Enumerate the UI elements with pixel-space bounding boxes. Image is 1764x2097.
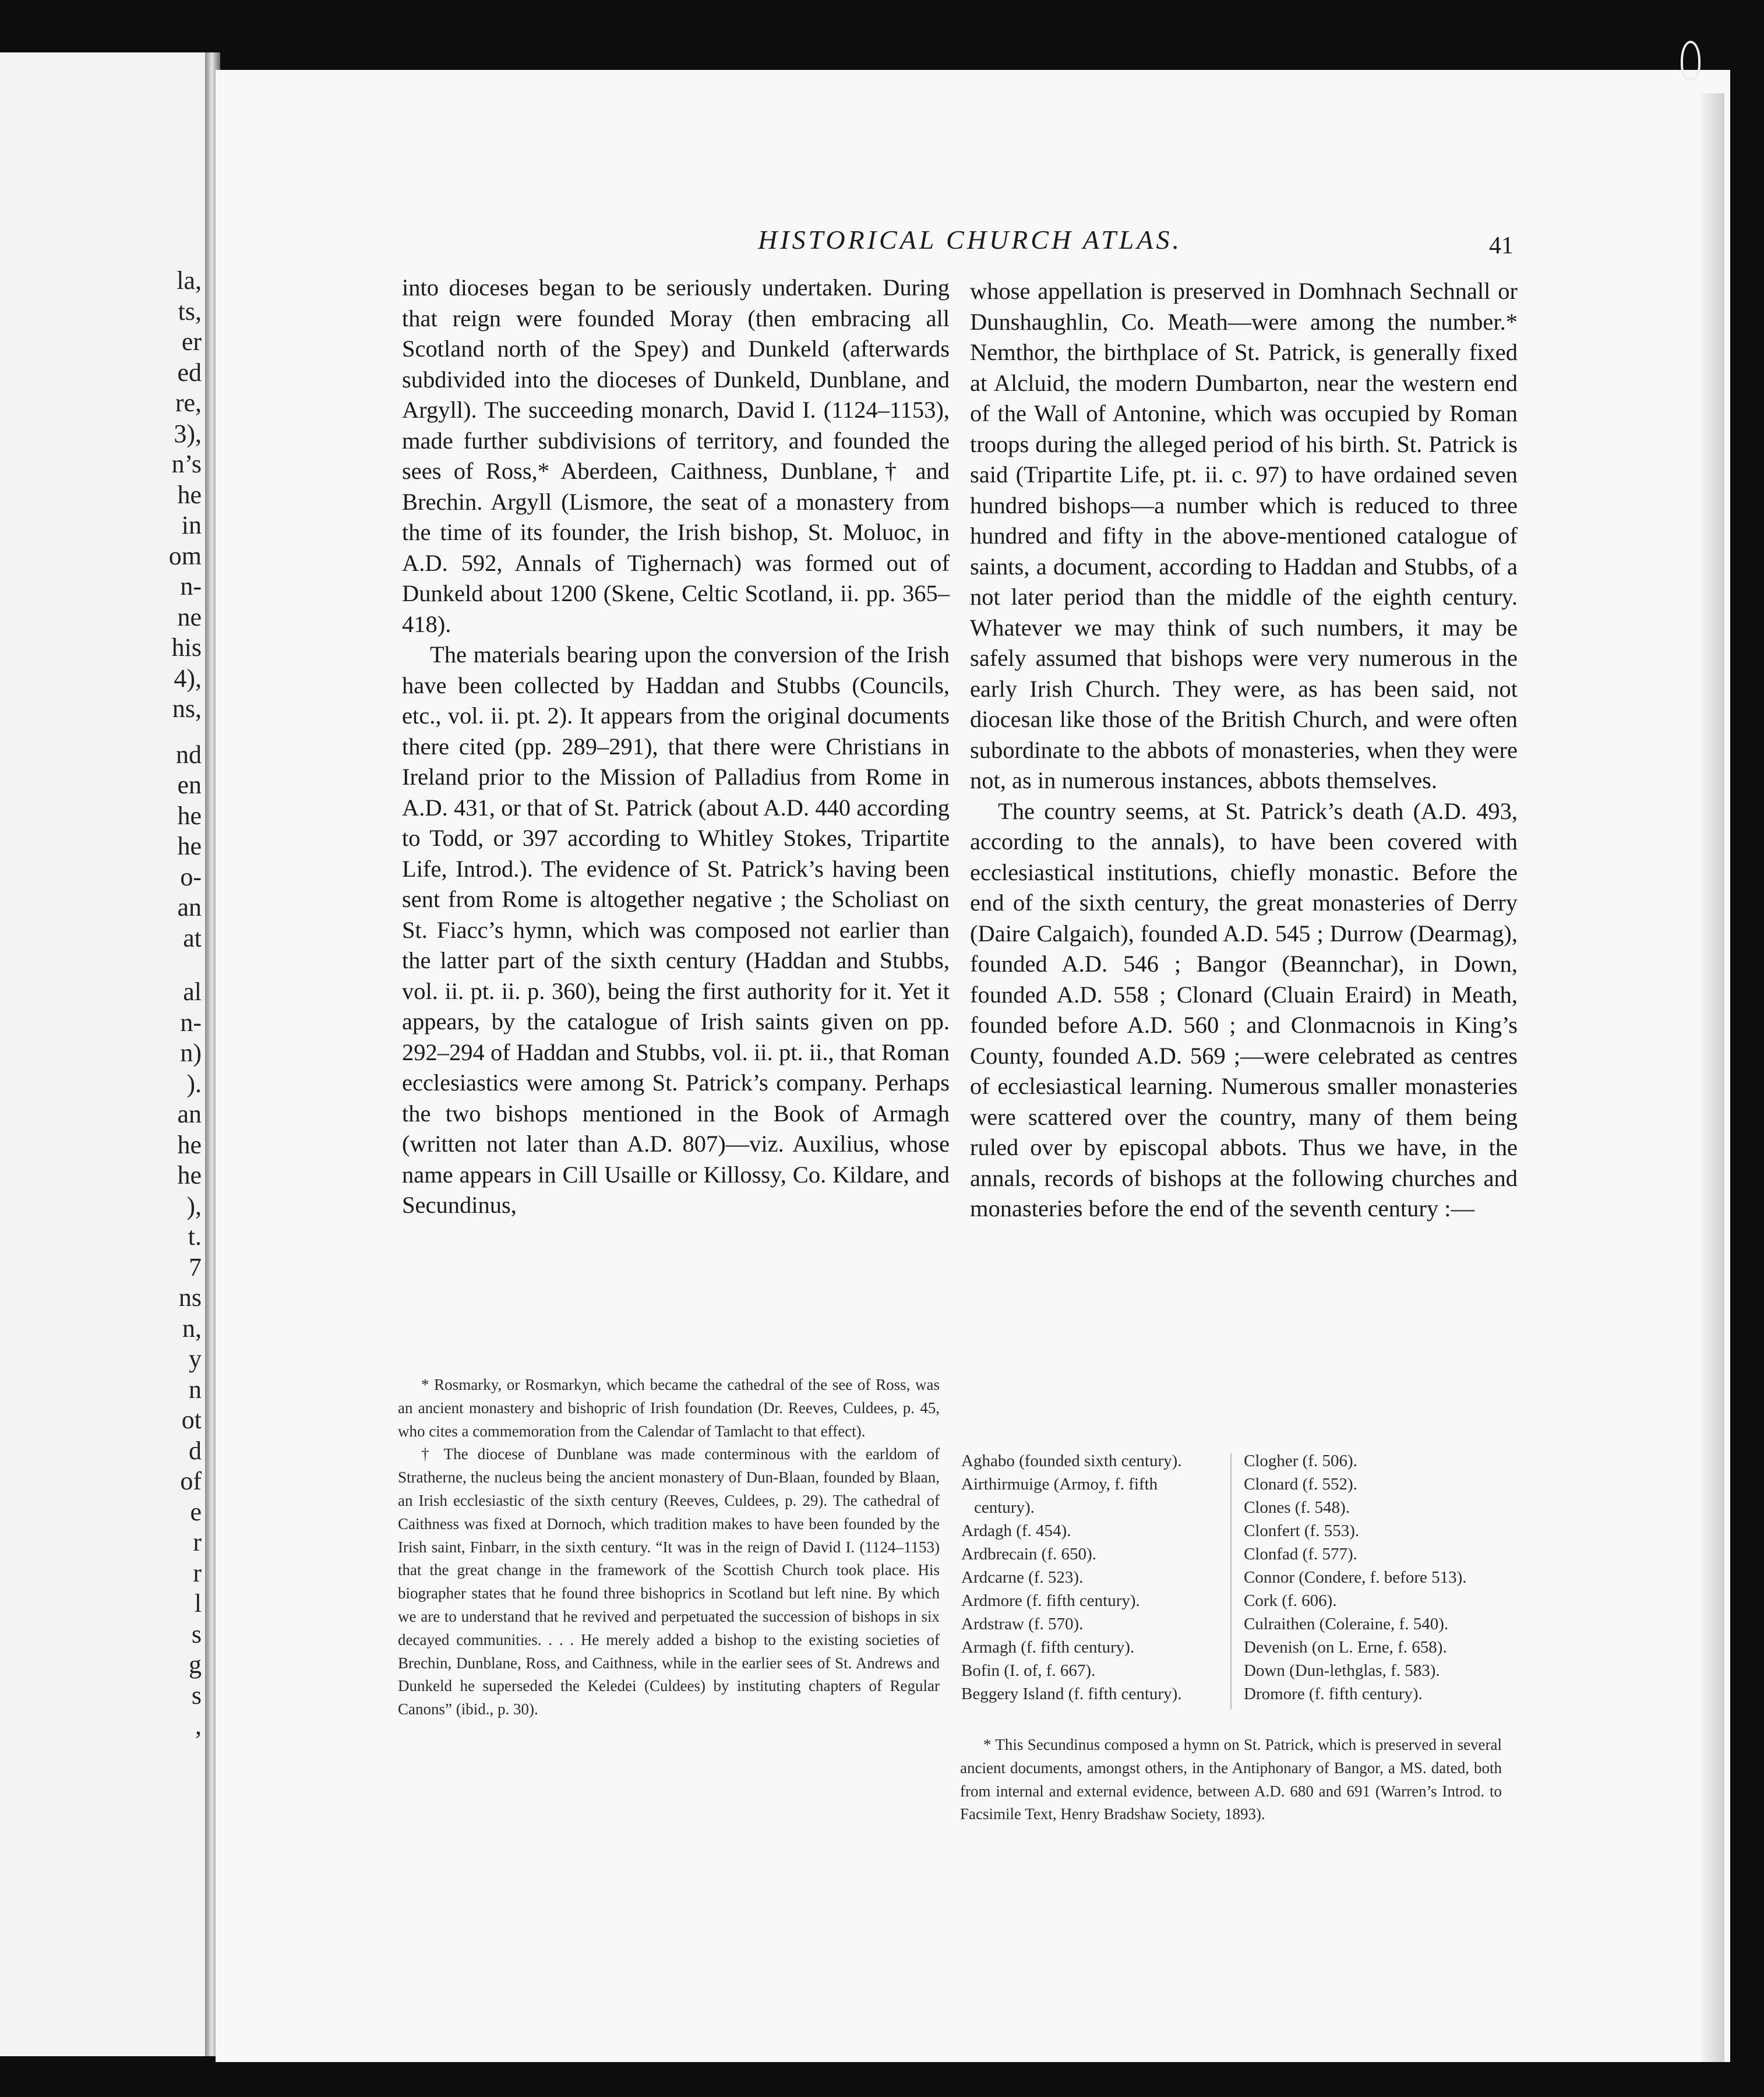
church-list-a	[961, 1449, 1223, 1706]
margin-fragment: t.	[188, 1222, 202, 1251]
margin-fragment: nd	[176, 740, 202, 769]
margin-fragment: of	[180, 1467, 202, 1495]
margin-fragment: he	[177, 480, 202, 509]
margin-fragment: ts,	[178, 296, 202, 326]
margin-fragment: l	[194, 1589, 202, 1618]
footnote-right	[960, 1734, 1502, 1826]
margin-fragment: n	[189, 1375, 202, 1404]
list-item: Ardstraw (f. 570).	[961, 1615, 1084, 1633]
footnotes-left	[398, 1374, 940, 1721]
paragraph: whose appellation is preserved in Domhnach Sechnall or Dunshaughlin, Co. Meath—were among the number.* Nemthor, the birthplace of St. Patrick, is generally fixed at Alcluid, the modern Dumbarton, near the western end of the Wall of Antonine, which was occupied by Roman troops during the alleged period of his birth. St. Patrick is said (Tripartite Life, pt. ii. c. 97) to have ordained seven hundred bishops—a number which is reduced to three hundred and fifty in the above-mentioned catalogue of saints, a document, according to Haddan and Stubbs, of a not later period than the middle of the eighth century. Whatever we may think of such numbers, it may be safely assumed that bishops were very numerous in the early Irish Church. They were, as has been said, not diocesan like those of the British Church, and were often subordinate to the abbots of monasteries, when they were not, as in numerous instances, abbots themselves.	[970, 278, 1518, 793]
list-item: Bofin (I. of, f. 667).	[961, 1661, 1096, 1680]
margin-fragment: o-	[180, 862, 202, 891]
list-item: Culraithen (Coleraine, f. 540).	[1244, 1615, 1449, 1633]
margin-fragment: n’s	[171, 450, 202, 478]
list-item: Clonard (f. 552).	[1244, 1475, 1357, 1494]
footnote: * Rosmarky, or Rosmarkyn, which became the cathedral of the see of Ross, was an ancient monastery and bishopric of Irish foundation (Dr. Reeves, Culdees, p. 45, who cites a commemoration from the Calendar of Tamlacht to that effect).	[398, 1376, 940, 1440]
list-item: Beggery Island (f. fifth century).	[961, 1685, 1182, 1703]
margin-fragment: ne	[177, 602, 202, 631]
facing-page-edge	[0, 52, 210, 2056]
list-item: Clonfad (f. 577).	[1244, 1545, 1357, 1563]
margin-fragment: ),	[186, 1191, 202, 1220]
list-item: Devenish (on L. Erne, f. 658).	[1244, 1638, 1447, 1657]
margin-fragment: he	[177, 1161, 202, 1189]
list-item: Ardcarne (f. 523).	[961, 1568, 1084, 1587]
margin-fragment: ns	[178, 1283, 202, 1312]
list-item: century).	[974, 1498, 1035, 1517]
margin-fragment: r	[193, 1558, 202, 1587]
footnote: † The diocese of Dunblane was made conterminous with the earldom of Stratherne, the nucleus being the ancient monastery of Dun-Blaan, founded by Blaan, an Irish ecclesiastic of the sixth century (Reeves, Culdees, p. 29). The cathedral of Caithness was fixed at Dornoch, which tradition makes to have been founded by the Irish saint, Finbarr, in the sixth century. “It was in the reign of David I. (1124–1153) that the great change in the framework of the Scottish Church took place. His biographer states that he found three bishoprics in Scotland but left nine. By which we are to understand that he revived and perpetuated the succession of bishops in six decayed communities. . . . He merely added a bishop to the existing societies of Brechin, Dunblane, Ross, and Caithness, while in the earlier sees of St. Andrews and Dunkeld he superseded the Keledei (Culdees) by instituting chapters of Regular Canons” (ibid., p. 30).	[398, 1445, 940, 1718]
clip-icon	[1681, 41, 1701, 80]
page-number: 41	[1489, 232, 1513, 259]
margin-fragment: la,	[177, 266, 202, 295]
running-head: HISTORICAL CHURCH ATLAS.	[758, 225, 1182, 255]
left-column	[402, 273, 950, 1221]
page-edge-shadow	[1701, 93, 1724, 2062]
paragraph: into dioceses began to be seriously undertaken. During that reign were founded Moray (then embracing all Scotland north of the Spey) and Dunkeld (afterwards subdivided into the dioceses of Dunkeld, Dunblane, and Argyll). The succeeding monarch, David I. (1124–1153), made further subdivisions of territory, and founded the sees of Ross,* Aberdeen, Caithness, Dunblane,† and Brechin. Argyll (Lismore, the seat of a monastery from the time of its founder, the Irish bishop, St. Moluoc, in A.D. 592, Annals of Tighernach) was formed out of Dunkeld about 1200 (Skene, Celtic Scotland, ii. pp. 365–418).	[402, 274, 950, 637]
paragraph: The materials bearing upon the conversion of the Irish have been collected by Haddan and Stubbs (Councils, etc., vol. ii. pt. 2). It appears from the original documents there cited (pp. 289–291), that there were Christians in Ireland prior to the Mission of Palladius from Rome in A.D. 431, or that of St. Patrick (about A.D. 440 according to Todd, or 397 according to Whitley Stokes, Tripartite Life, Introd.). The evidence of St. Patrick’s having been sent from Rome is altogether negative ; the Scholiast on St. Fiacc’s hymn, which was composed not earlier than the latter part of the sixth century (Haddan and Stubbs, vol. ii. pt. ii. p. 360), being the first authority for it. Yet it appears, by the catalogue of Irish saints given on pp. 292–294 of Haddan and Stubbs, vol. ii. pt. ii., that Roman ecclesiastics were among St. Patrick’s company. Perhaps the two bishops mentioned in the Book of Armagh (written not later than A.D. 807)—viz. Auxilius, whose name appears in Cill Usaille or Killossy, Co. Kildare, and Secundinus,	[402, 641, 950, 1218]
margin-fragment: al	[183, 977, 202, 1006]
margin-fragment: an	[177, 893, 202, 922]
margin-fragment: ,	[195, 1711, 202, 1740]
list-item: Ardbrecain (f. 650).	[961, 1545, 1096, 1563]
list-item: Airthirmuige (Armoy, f. fifth	[961, 1475, 1158, 1494]
margin-fragment: y	[189, 1344, 202, 1373]
margin-fragment: 7	[189, 1252, 202, 1282]
church-list-b	[1244, 1449, 1523, 1706]
margin-fragment: re,	[175, 389, 202, 417]
margin-fragment: r	[193, 1528, 202, 1556]
footnote: * This Secundinus composed a hymn on St. Patrick, which is preserved in several ancient documents, amongst others, in the Antiphonary of Bangor, a MS. dated, both from internal and external evidence, between A.D. 680 and 691 (Warren’s Introd. to Facsimile Text, Henry Bradshaw Society, 1893).	[960, 1736, 1502, 1823]
margin-fragment: d	[189, 1436, 202, 1465]
list-item: Dromore (f. fifth century).	[1244, 1685, 1423, 1703]
margin-fragment: he	[177, 832, 202, 860]
list-item: Connor (Condere, f. before 513).	[1244, 1568, 1467, 1587]
margin-fragment: ot	[181, 1406, 202, 1434]
margin-fragment: he	[177, 801, 202, 830]
margin-fragment: 4),	[174, 663, 202, 693]
margin-fragment: his	[171, 633, 202, 662]
margin-fragment: at	[183, 923, 202, 952]
margin-fragment: en	[177, 771, 202, 799]
margin-fragment: e	[190, 1497, 202, 1526]
paragraph: The country seems, at St. Patrick’s death (A.D. 493, according to the annals), to have been covered with ecclesiastical institutions, chiefly monastic. Before the end of the sixth century, the great monasteries of Derry (Daire Calgaich), founded A.D. 545 ; Durrow (Dearmag), founded A.D. 546 ; Bangor (Beannchar), in Down, founded A.D. 558 ; Clonard (Cluain Eraird) in Meath, founded before A.D. 560 ; and Clonmacnois in King’s County, founded A.D. 569 ;—were celebrated as centres of ecclesiastical learning. Numerous smaller monasteries were scattered over the country, many of them being ruled over by episcopal abbots. Thus we have, in the annals, records of bishops at the following churches and monasteries before the end of the seventh century :—	[970, 797, 1518, 1222]
margin-fragment: an	[177, 1100, 202, 1128]
margin-fragment: n-	[180, 572, 202, 601]
margin-fragment: he	[177, 1130, 202, 1159]
margin-fragment: s	[191, 1619, 202, 1648]
list-item: Cork (f. 606).	[1244, 1591, 1337, 1610]
list-item: Armagh (f. fifth century).	[961, 1638, 1135, 1657]
list-item: Aghabo (founded sixth century).	[961, 1452, 1182, 1470]
margin-fragment: om	[168, 541, 202, 570]
margin-fragment: n-	[180, 1008, 202, 1037]
margin-fragment: n,	[182, 1314, 202, 1343]
list-item: Ardagh (f. 454).	[961, 1521, 1071, 1540]
list-item: Clonfert (f. 553).	[1244, 1521, 1360, 1540]
margin-fragment: ns,	[172, 694, 202, 723]
right-column	[970, 276, 1518, 1224]
list-item: Ardmore (f. fifth century).	[961, 1591, 1140, 1610]
list-item: Down (Dun-lethglas, f. 583).	[1244, 1661, 1440, 1680]
margin-fragment: n)	[180, 1039, 202, 1067]
list-divider	[1230, 1453, 1232, 1710]
margin-fragment: g	[189, 1650, 202, 1679]
margin-fragment: ed	[177, 358, 202, 387]
list-item: Clones (f. 548).	[1244, 1498, 1350, 1517]
list-item: Clogher (f. 506).	[1244, 1452, 1357, 1470]
margin-fragment: er	[181, 327, 202, 356]
margin-fragment: 3),	[174, 419, 202, 448]
margin-fragment: s	[191, 1681, 202, 1710]
margin-fragment: in	[181, 511, 202, 539]
margin-fragment: ).	[186, 1069, 202, 1098]
